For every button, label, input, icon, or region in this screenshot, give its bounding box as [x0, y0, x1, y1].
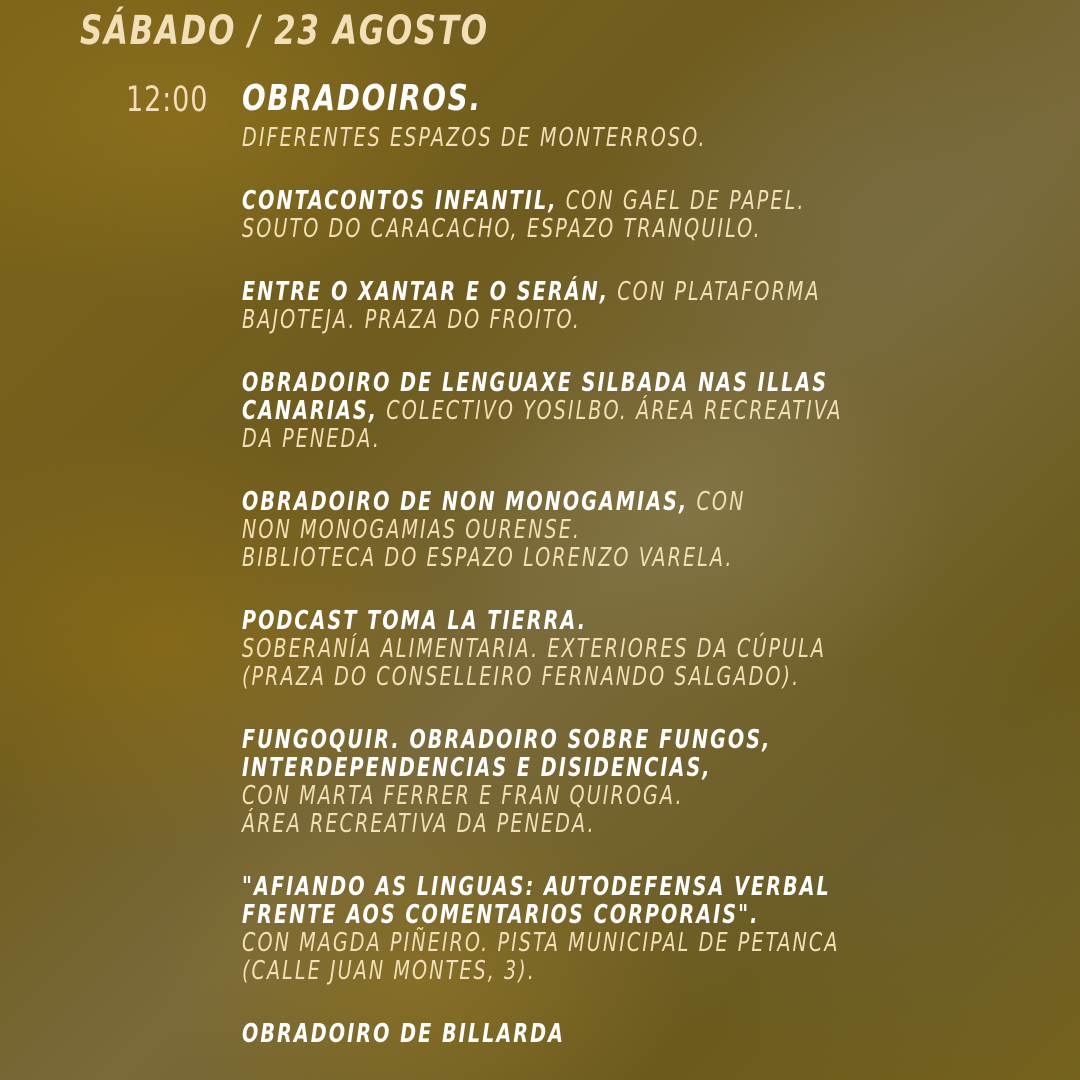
event-time: 12:00	[126, 80, 209, 120]
schedule-line	[242, 306, 843, 334]
line-gap	[242, 985, 974, 1020]
workshop-detail: CON	[688, 487, 746, 517]
schedule-line	[242, 516, 843, 544]
schedule-line	[242, 397, 843, 425]
workshop-title: FUNGOQUIR. OBRADOIRO SOBRE FUNGOS,	[242, 725, 772, 755]
workshop-title: "AFIANDO AS LINGUAS: AUTODEFENSA VERBAL	[242, 872, 831, 902]
schedule-line	[242, 957, 843, 985]
workshop-title: FRENTE AOS COMENTARIOS CORPORAIS".	[242, 900, 760, 930]
schedule-line	[242, 635, 843, 663]
workshop-detail: NON MONOGAMIAS OURENSE.	[242, 515, 582, 545]
workshop-title: ENTRE O XANTAR E O SERÁN,	[242, 277, 610, 307]
workshop-title: CANARIAS,	[242, 396, 379, 426]
schedule-line	[242, 873, 843, 901]
workshop-detail: SOUTO DO CARACACHO, ESPAZO TRANQUILO.	[242, 214, 762, 244]
workshop-title: INTERDEPENDENCIAS E DISIDENCIAS,	[242, 753, 712, 783]
workshop-detail: CON PLATAFORMA	[609, 277, 821, 307]
line-gap	[242, 572, 974, 607]
workshop-detail: (CALLE JUAN MONTES, 3).	[242, 956, 536, 986]
schedule-line	[242, 369, 843, 397]
workshop-detail: BAJOTEJA. PRAZA DO FROITO.	[242, 305, 581, 335]
schedule-line	[242, 124, 843, 152]
schedule-line	[242, 1020, 843, 1048]
line-gap	[242, 453, 974, 488]
workshop-detail: CON MAGDA PIÑEIRO. PISTA MUNICIPAL DE PETANCA	[242, 928, 840, 958]
line-gap	[242, 152, 974, 187]
workshop-detail: BIBLIOTECA DO ESPAZO LORENZO VARELA.	[242, 543, 734, 573]
schedule-line	[242, 544, 843, 572]
workshop-detail: DA PENEDA.	[242, 424, 382, 454]
line-gap	[242, 243, 974, 278]
schedule-line	[242, 754, 843, 782]
workshop-detail: DIFERENTES ESPAZOS DE MONTERROSO.	[242, 123, 707, 153]
workshop-title: OBRADOIRO DE BILLARDA	[242, 1019, 565, 1049]
schedule-line	[242, 810, 843, 838]
line-gap	[242, 691, 974, 726]
workshop-detail: COLECTIVO YOSILBO. ÁREA RECREATIVA	[378, 396, 843, 426]
workshop-detail: CON MARTA FERRER E FRAN QUIROGA.	[242, 781, 684, 811]
day-header: SÁBADO / 23 AGOSTO	[80, 8, 489, 54]
schedule-line	[242, 187, 843, 215]
workshop-title: CONTACONTOS INFANTIL,	[242, 186, 558, 216]
schedule-line	[242, 726, 843, 754]
schedule-line	[242, 782, 843, 810]
workshop-title: OBRADOIRO DE LENGUAXE SILBADA NAS ILLAS	[242, 368, 829, 398]
event-heading: OBRADOIROS.	[242, 78, 482, 119]
workshop-title: PODCAST TOMA LA TIERRA.	[242, 606, 588, 636]
workshop-detail: SOBERANÍA ALIMENTARIA. EXTERIORES DA CÚPULA	[242, 634, 827, 664]
schedule-line	[242, 901, 843, 929]
schedule-line	[242, 929, 843, 957]
workshop-detail: (PRAZA DO CONSELLEIRO FERNANDO SALGADO).	[242, 662, 801, 692]
workshop-detail: CON GAEL DE PAPEL.	[557, 186, 806, 216]
workshop-list	[242, 124, 974, 1048]
line-gap	[242, 334, 974, 369]
workshop-detail: ÁREA RECREATIVA DA PENEDA.	[242, 809, 596, 839]
schedule-line	[242, 215, 843, 243]
line-gap	[242, 838, 974, 873]
schedule-line	[242, 607, 843, 635]
schedule-line	[242, 425, 843, 453]
schedule-line	[242, 663, 843, 691]
workshop-title: OBRADOIRO DE NON MONOGAMIAS,	[242, 487, 689, 517]
schedule-line	[242, 278, 843, 306]
schedule-line	[242, 488, 843, 516]
